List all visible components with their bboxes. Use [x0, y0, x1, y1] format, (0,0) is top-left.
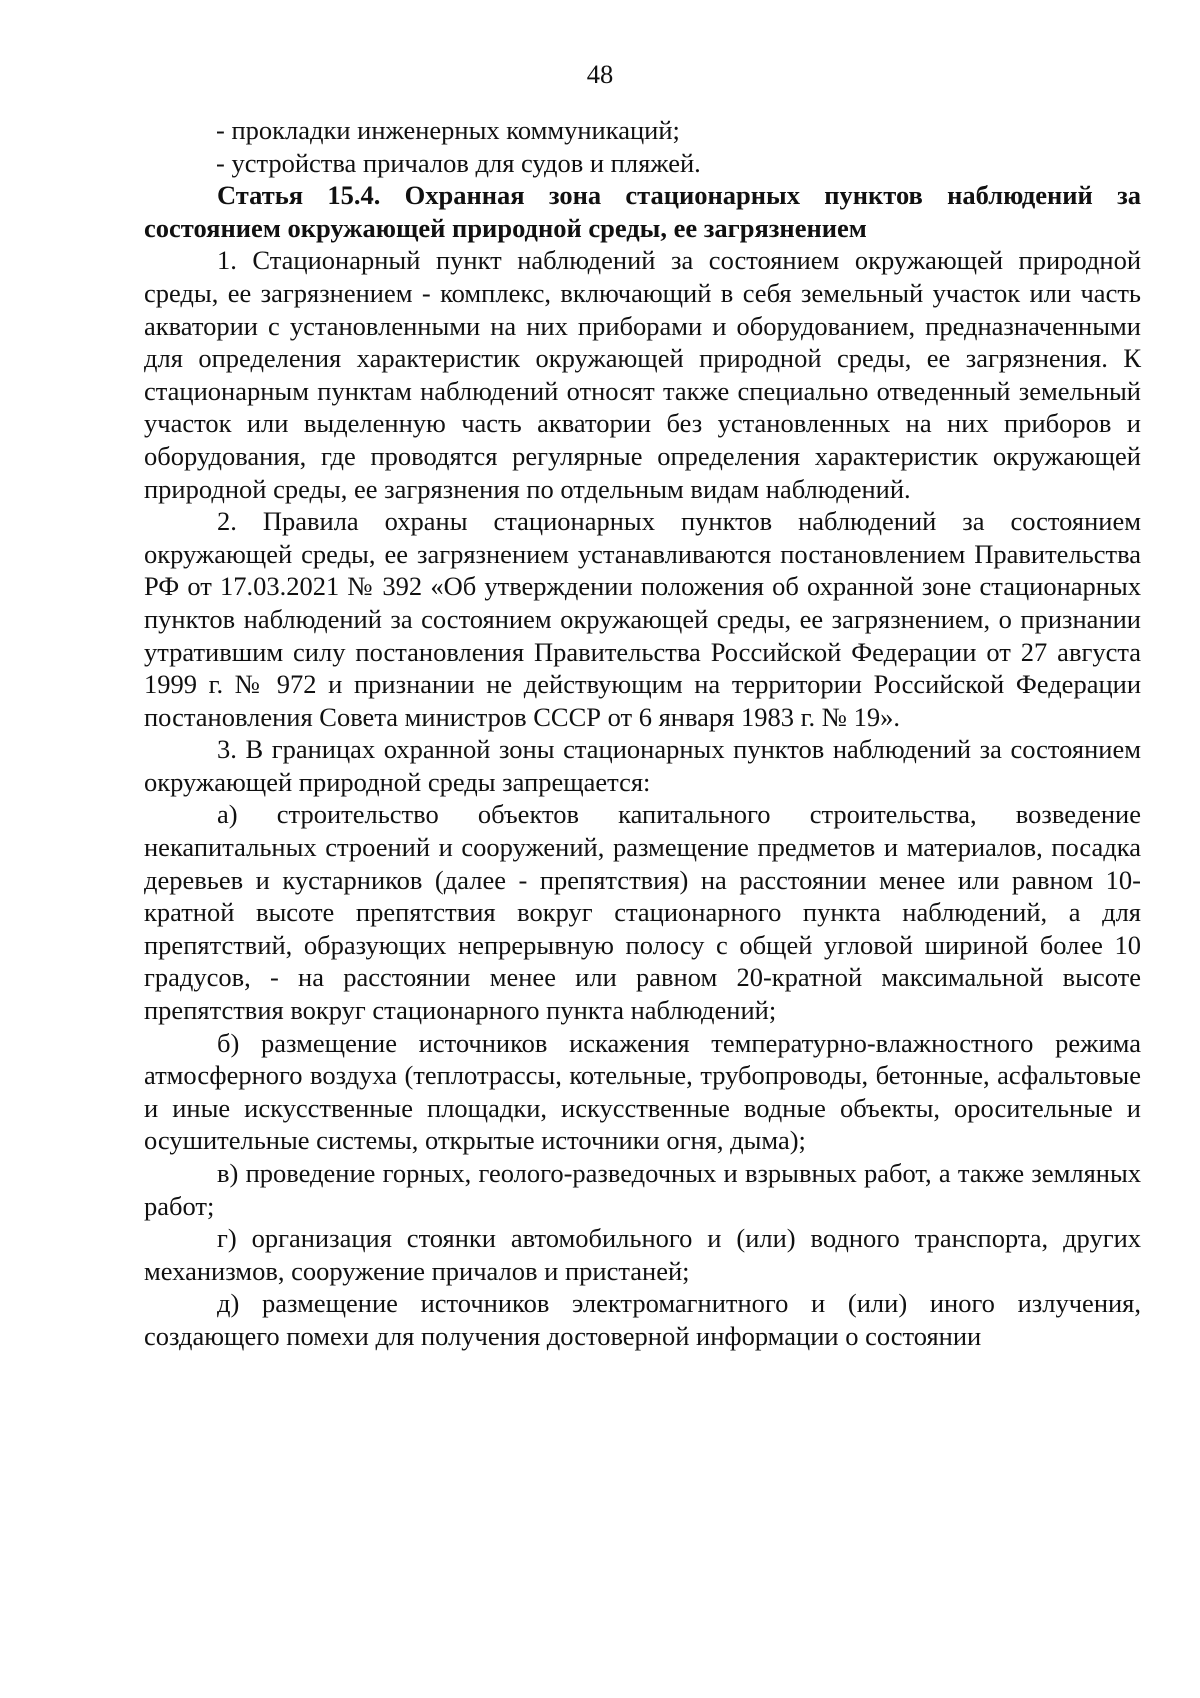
subitem-a: а) строительство объектов капитального строительства, возведение некапитальных строений и сооружений, размещение предметов и материалов, посадка деревьев и кустарников (далее - препятствия) на расстоянии менее или равном 10-кратной высоте препятствия вокруг стационарного пункта наблюдений, а для препятствий, образующих непрерывную полосу с общей угловой шириной более 10 градусов, - на расстоянии менее или равном 20-кратной максимальной высоте препятствия вокруг стационарного пункта наблюдений;: [144, 799, 1141, 1026]
paragraph-2: 2. Правила охраны стационарных пунктов наблюдений за состоянием окружающей среды, ее загрязнением устанавливаются постановлением Правительства РФ от 17.03.2021 № 392 «Об утверждении положения об охранной зоне стационарных пунктов наблюдений за состоянием окружающей среды, ее загрязнением, о признании утратившим силу постановления Правительства Российской Федерации от 27 августа 1999 г. № 972 и признании не действующим на территории Российской Федерации постановления Совета министров СССР от 6 января 1983 г. № 19».: [144, 506, 1141, 732]
article-heading: Статья 15.4. Охранная зона стационарных пунктов наблюдений за состоянием окружающей природной среды, ее загрязнением: [144, 180, 1141, 243]
subitem-b: б) размещение источников искажения температурно-влажностного режима атмосферного воздуха (теплотрассы, котельные, трубопроводы, бетонные, асфальтовые и иные искусственные площадки, искусственные водные объекты, оросительные и осушительные системы, открытые источники огня, дыма);: [144, 1027, 1141, 1156]
paragraph-1: 1. Стационарный пункт наблюдений за состоянием окружающей природной среды, ее загрязнением - комплекс, включающий в себя земельный участок или часть акватории с установленными на них приборами и оборудованием, предназначенными для определения характеристик окружающей природной среды, ее загрязнения. К стационарным пунктам наблюдений относят также специально отведенный земельный участок или выделенную часть акватории без установленных на них приборов и оборудования, где проводятся регулярные определения характеристик окружающей природной среды, ее загрязнения по отдельным видам наблюдений.: [144, 245, 1141, 504]
list-item: - устройства причалов для судов и пляжей.: [216, 147, 701, 178]
page-number: 48: [586, 59, 614, 89]
dash-list: [144, 114, 1141, 179]
paragraph-3: 3. В границах охранной зоны стационарных пунктов наблюдений за состоянием окружающей природной среды запрещается:: [144, 734, 1141, 797]
list-item: - прокладки инженерных коммуникаций;: [216, 115, 680, 145]
subitem-v: в) проведение горных, геолого-разведочных и взрывных работ, а также земляных работ;: [144, 1158, 1141, 1221]
subitem-d: д) размещение источников электромагнитного и (или) иного излучения, создающего помехи для получения достоверной информации о состоянии: [144, 1288, 1141, 1351]
page-content: [144, 114, 1141, 1353]
subitem-g: г) организация стоянки автомобильного и (или) водного транспорта, других механизмов, сооружение причалов и пристаней;: [144, 1223, 1141, 1286]
